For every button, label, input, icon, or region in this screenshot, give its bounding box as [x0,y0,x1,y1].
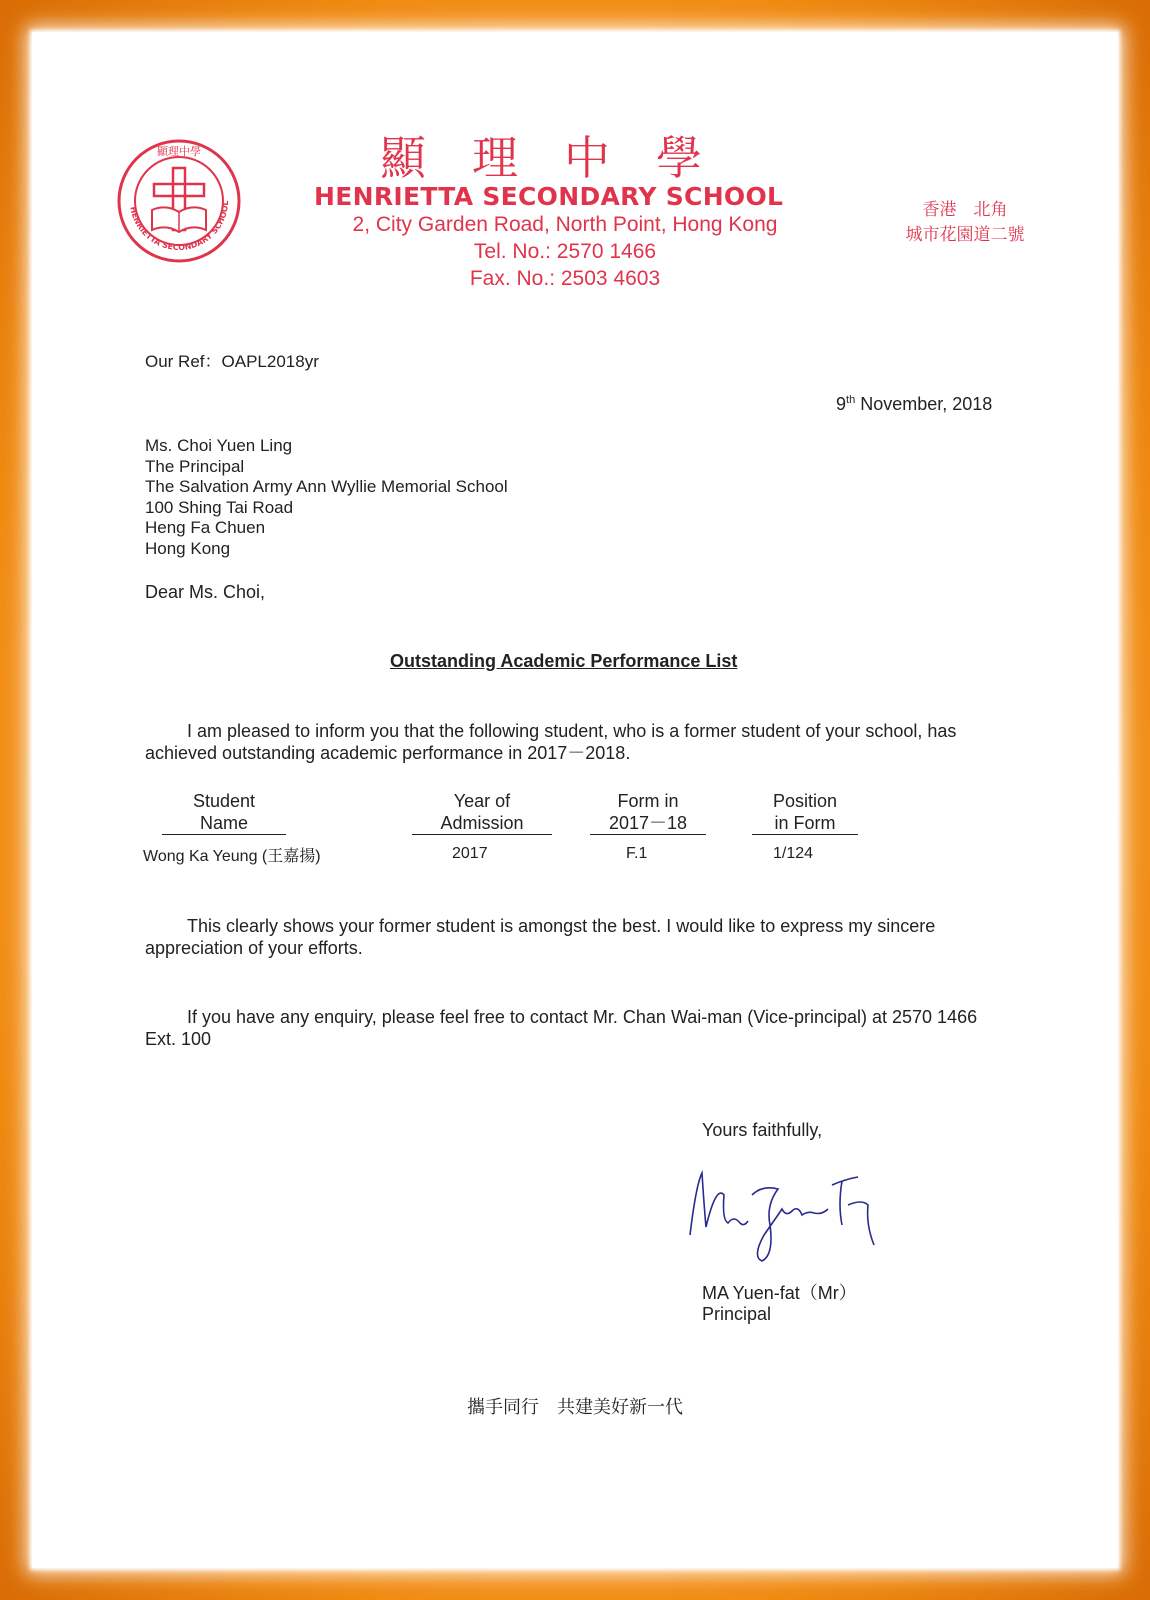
school-address: 2, City Garden Road, North Point, Hong Kong [352,213,778,236]
letter-date: 9th November, 2018 [836,394,993,414]
school-chinese-name: 顯理中學 [380,131,748,185]
signatory-title: Principal [702,1304,772,1324]
handwritten-signature [682,1165,882,1275]
recipient-line: Hong Kong [145,538,231,558]
table-header-form: Form in 2017－18 [590,790,706,835]
school-motto: 攜手同行 共建美好新一代 [467,1397,683,1418]
school-fax: Fax. No.: 2503 4603 [469,267,661,290]
table-header-position: Position in Form [752,790,858,835]
recipient-line: Ms. Choi Yuen Ling [145,436,293,455]
paragraph-appreciation: This clearly shows your former student is amongst the best. I would like to express my sincere appreciation of your efforts. [145,916,936,958]
recipient-line: 100 Shing Tai Road [145,497,294,517]
our-reference: Our Ref：OAPL2018yr [145,352,319,371]
admission-year-cell: 2017 [452,845,488,862]
table-header-year-of-admission: Year of Admission [412,790,552,835]
school-tel: Tel. No.: 2570 1466 [473,240,657,263]
form-cell: F.1 [626,845,648,862]
school-seal-logo [116,138,242,264]
recipient-line: The Salvation Army Ann Wyllie Memorial School [145,477,508,497]
closing: Yours faithfully, [702,1120,823,1140]
recipient-line: Heng Fa Chuen [145,518,266,538]
student-name-cell: Wong Ka Yeung (王嘉揚) [143,848,321,865]
paragraph-intro: I am pleased to inform you that the following student, who is a former student of your school, has achieved outstanding academic performance in 2017－2018. [145,721,957,763]
position-cell: 1/124 [773,845,814,862]
paragraph-contact: If you have any enquiry, please feel free to contact Mr. Chan Wai-man (Vice-principal) at 2570 1466 Ext. 100 [145,1007,978,1049]
signatory-name: MA Yuen-fat（Mr） [702,1283,857,1303]
recipient-line: The Principal [145,456,245,476]
letter-subject: Outstanding Academic Performance List [390,651,738,671]
salutation: Dear Ms. Choi, [145,582,266,602]
svg-text:顯理中學: 顯理中學 [157,145,201,158]
recipient-address [145,436,508,560]
chinese-address-line2: 城市花園道二號 [905,225,1025,245]
svg-text:HENRIETTA SECONDARY SCHOOL: HENRIETTA SECONDARY SCHOOL [128,200,231,253]
table-header-student-name: Student Name [162,790,286,835]
chinese-address-line1: 香港 北角 [922,200,1008,220]
school-english-name: HENRIETTA SECONDARY SCHOOL [314,182,784,211]
